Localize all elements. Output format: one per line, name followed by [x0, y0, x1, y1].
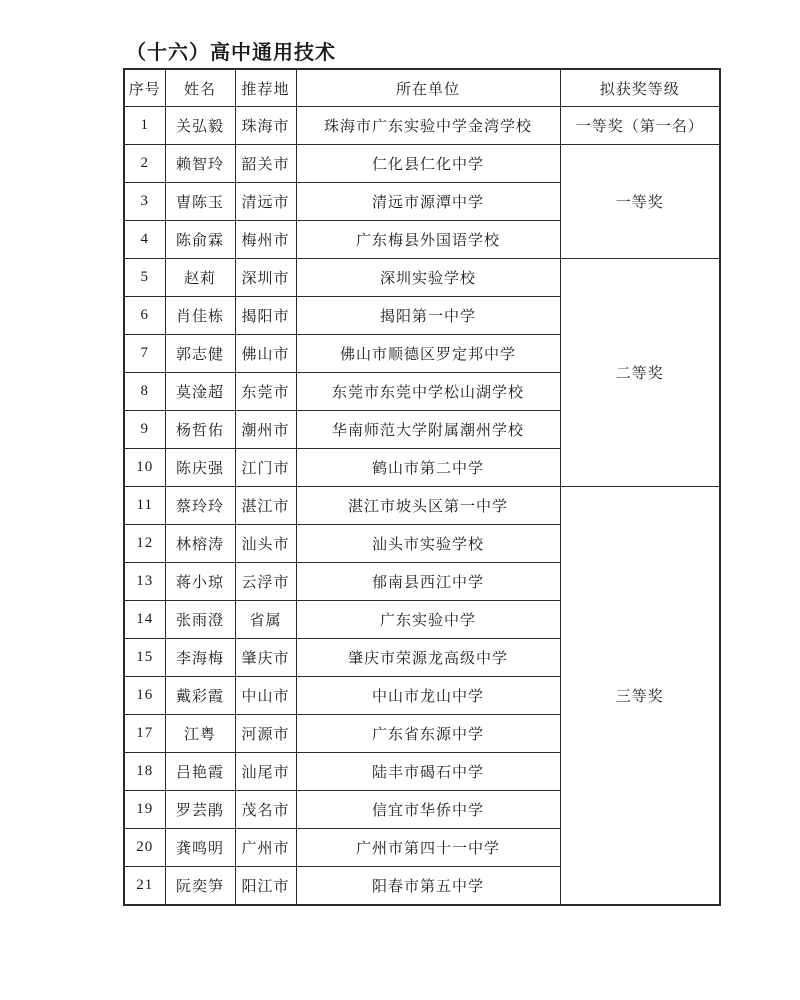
cell-no: 20 — [124, 829, 165, 867]
cell-no: 19 — [124, 791, 165, 829]
cell-name: 赵莉 — [165, 259, 235, 297]
cell-school: 鹤山市第二中学 — [296, 449, 560, 487]
cell-school: 广东梅县外国语学校 — [296, 221, 560, 259]
cell-city: 中山市 — [235, 677, 296, 715]
cell-school: 华南师范大学附属潮州学校 — [296, 411, 560, 449]
cell-name: 张雨澄 — [165, 601, 235, 639]
cell-school: 湛江市坡头区第一中学 — [296, 487, 560, 525]
cell-award: 一等奖 — [560, 145, 720, 259]
cell-name: 吕艳霞 — [165, 753, 235, 791]
cell-city: 珠海市 — [235, 107, 296, 145]
cell-school: 仁化县仁化中学 — [296, 145, 560, 183]
cell-name: 林榕涛 — [165, 525, 235, 563]
cell-no: 12 — [124, 525, 165, 563]
cell-school: 佛山市顺德区罗定邦中学 — [296, 335, 560, 373]
cell-name: 蒋小琼 — [165, 563, 235, 601]
cell-no: 3 — [124, 183, 165, 221]
cell-city: 梅州市 — [235, 221, 296, 259]
cell-name: 江粤 — [165, 715, 235, 753]
cell-school: 肇庆市荣源龙高级中学 — [296, 639, 560, 677]
header-no: 序号 — [124, 69, 165, 107]
cell-school: 阳春市第五中学 — [296, 867, 560, 906]
cell-city: 深圳市 — [235, 259, 296, 297]
cell-city: 汕头市 — [235, 525, 296, 563]
cell-no: 8 — [124, 373, 165, 411]
cell-school: 揭阳第一中学 — [296, 297, 560, 335]
cell-no: 11 — [124, 487, 165, 525]
cell-name: 杨哲佑 — [165, 411, 235, 449]
cell-school: 信宜市华侨中学 — [296, 791, 560, 829]
cell-name: 陈庆强 — [165, 449, 235, 487]
cell-school: 广东实验中学 — [296, 601, 560, 639]
cell-city: 肇庆市 — [235, 639, 296, 677]
cell-award: 二等奖 — [560, 259, 720, 487]
cell-school: 郁南县西江中学 — [296, 563, 560, 601]
cell-city: 省属 — [235, 601, 296, 639]
cell-name: 莫淦超 — [165, 373, 235, 411]
cell-no: 17 — [124, 715, 165, 753]
header-name: 姓名 — [165, 69, 235, 107]
cell-no: 6 — [124, 297, 165, 335]
cell-no: 9 — [124, 411, 165, 449]
cell-city: 佛山市 — [235, 335, 296, 373]
cell-name: 肖佳栋 — [165, 297, 235, 335]
cell-award: 一等奖（第一名） — [560, 107, 720, 145]
cell-name: 郭志健 — [165, 335, 235, 373]
cell-award: 三等奖 — [560, 487, 720, 906]
cell-school: 清远市源潭中学 — [296, 183, 560, 221]
cell-name: 陈俞霖 — [165, 221, 235, 259]
header-city: 推荐地 — [235, 69, 296, 107]
cell-city: 湛江市 — [235, 487, 296, 525]
cell-city: 河源市 — [235, 715, 296, 753]
cell-city: 阳江市 — [235, 867, 296, 906]
cell-school: 广州市第四十一中学 — [296, 829, 560, 867]
cell-name: 龚鸣明 — [165, 829, 235, 867]
cell-no: 16 — [124, 677, 165, 715]
cell-city: 茂名市 — [235, 791, 296, 829]
cell-no: 4 — [124, 221, 165, 259]
award-table — [123, 68, 721, 906]
cell-school: 陆丰市碣石中学 — [296, 753, 560, 791]
table-row — [124, 107, 720, 145]
cell-name: 关弘毅 — [165, 107, 235, 145]
cell-no: 13 — [124, 563, 165, 601]
cell-no: 14 — [124, 601, 165, 639]
cell-name: 罗芸鹃 — [165, 791, 235, 829]
cell-no: 10 — [124, 449, 165, 487]
section-title: （十六）高中通用技术 — [126, 42, 336, 64]
table-header-row — [124, 69, 720, 107]
award-table-body — [124, 107, 720, 906]
cell-no: 7 — [124, 335, 165, 373]
cell-school: 珠海市广东实验中学金湾学校 — [296, 107, 560, 145]
cell-school: 广东省东源中学 — [296, 715, 560, 753]
cell-city: 汕尾市 — [235, 753, 296, 791]
cell-no: 21 — [124, 867, 165, 906]
cell-no: 15 — [124, 639, 165, 677]
cell-name: 戴彩霞 — [165, 677, 235, 715]
header-award: 拟获奖等级 — [560, 69, 720, 107]
cell-city: 揭阳市 — [235, 297, 296, 335]
cell-no: 18 — [124, 753, 165, 791]
table-row — [124, 259, 720, 297]
cell-city: 广州市 — [235, 829, 296, 867]
cell-school: 深圳实验学校 — [296, 259, 560, 297]
table-row — [124, 487, 720, 525]
cell-name: 曺陈玉 — [165, 183, 235, 221]
table-row — [124, 145, 720, 183]
cell-school: 东莞市东莞中学松山湖学校 — [296, 373, 560, 411]
cell-no: 1 — [124, 107, 165, 145]
cell-no: 2 — [124, 145, 165, 183]
cell-name: 赖智玲 — [165, 145, 235, 183]
cell-city: 江门市 — [235, 449, 296, 487]
cell-name: 蔡玲玲 — [165, 487, 235, 525]
cell-name: 李海梅 — [165, 639, 235, 677]
cell-city: 云浮市 — [235, 563, 296, 601]
cell-name: 阮奕笋 — [165, 867, 235, 906]
cell-city: 韶关市 — [235, 145, 296, 183]
cell-no: 5 — [124, 259, 165, 297]
cell-city: 潮州市 — [235, 411, 296, 449]
cell-school: 中山市龙山中学 — [296, 677, 560, 715]
cell-city: 东莞市 — [235, 373, 296, 411]
cell-city: 清远市 — [235, 183, 296, 221]
cell-school: 汕头市实验学校 — [296, 525, 560, 563]
header-school: 所在单位 — [296, 69, 560, 107]
